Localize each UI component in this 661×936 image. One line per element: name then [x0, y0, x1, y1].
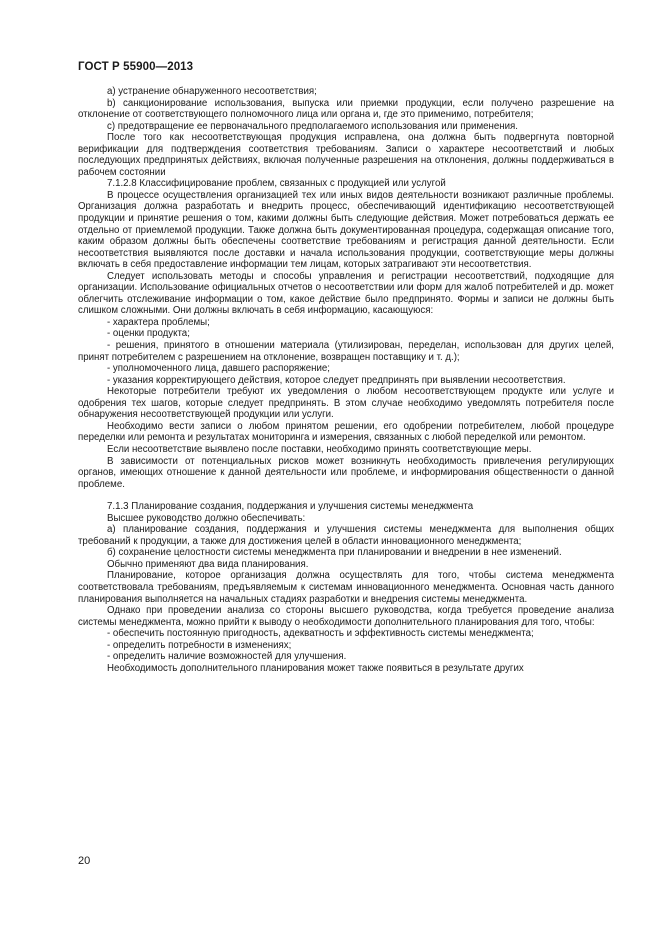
list-item: - оценки продукта; [107, 328, 190, 340]
paragraph: Некоторые потребители требуют их уведомления о любом несоответствующем продукте или услуге и одобрения тех шагов, которые следует предпринять. В этом случае необходимо уведомлять потребителя после обнаружения несоответствующей продукции или услуги. [78, 386, 614, 421]
paragraph: Однако при проведении анализа со стороны высшего руководства, когда требуется проведение анализа системы менеджмента, можно прийти к выводу о необходимости дополнительного планирования для того, чтобы: [78, 605, 614, 628]
list-item: - уполномоченного лица, давшего распоряжение; [107, 363, 330, 375]
page-number: 20 [78, 855, 91, 867]
paragraph: В зависимости от потенциальных рисков может возникнуть необходимость привлечения регулирующих органов, имеющих отношение к данной деятельности или проблеме, и информирования общественности о данной проблеме. [78, 455, 614, 490]
paragraph: Следует использовать методы и способы управления и регистрации несоответствий, подходящие для организации. Использование официальных отчетов о несоответствии или форм для жалоб потребителей и др. может облегчить отслеживание информации о том, какое действие было предпринято. Формы и записи не должны быть слишком сложными. Они должны включать в себя информацию, касающуюся: [78, 270, 614, 317]
list-item-c: c) предотвращение ее первоначального предполагаемого использования или применения. [107, 120, 518, 132]
list-item-a: а) устранение обнаруженного несоответствия; [107, 86, 317, 97]
paragraph: После того как несоответствующая продукция исправлена, она должна быть подвергнута повторной верификации для подтверждения соответствия требованиям. Записи о характере несоответствий и любых последующих предпринятых действиях, включая полученные разрешения на отклонения, должны поддерживаться в рабочем состоянии [78, 132, 614, 178]
paragraph: Необходимость дополнительного планирования может также появиться в результате других [107, 662, 524, 674]
list-item-a: а) планирование создания, поддержания и улучшения системы менеджмента для выполнения общих требований к продукции, а также для достижения целей в области инновационного менеджмента; [78, 524, 614, 547]
list-item-b: b) санкционирование использования, выпуска или приемки продукции, если получено разрешение на отклонение от соответствующего полномочного лица или органа и, где это применимо, потребителя; [78, 97, 614, 121]
paragraph: Если несоответствие выявлено после поставки, необходимо принять соответствующие меры. [107, 443, 532, 455]
list-item: - решения, принятого в отношении материала (утилизирован, переделан, использован для других целей, принят потребителем с разрешением на отклонение, возвращен поставщику и т. д.); [78, 340, 614, 363]
list-item-b: б) сохранение целостности системы менеджмента при планировании и внедрении в нее изменений. [107, 547, 562, 559]
paragraph: Необходимо вести записи о любом принятом решении, его одобрении потребителем, любой процедуре переделки или ремонта и результатах мониторинга и измерения, связанных с любой переделкой или ремонтом. [78, 420, 614, 444]
section-heading-7-1-3: 7.1.3 Планирование создания, поддержания и улучшения системы менеджмента [107, 501, 474, 513]
list-item: - определить наличие возможностей для улучшения. [107, 651, 347, 663]
list-item: - указания корректирующего действия, которое следует предпринять при выявлении несоответствия. [107, 374, 566, 386]
list-item: - характера проблемы; [107, 316, 210, 328]
paragraph: Планирование, которое организация должна осуществлять для того, чтобы система менеджмента соответствовала требованиям, предъявляемым к системам инновационного менеджмента. Основная часть данного планирования выполняется на начальных стадиях разработки и внедрения системы менеджмента. [78, 570, 614, 605]
list-item: - обеспечить постоянную пригодность, адекватность и эффективность системы менеджмента; [107, 628, 534, 640]
paragraph: Высшее руководство должно обеспечивать: [107, 512, 306, 524]
paragraph: В процессе осуществления организацией тех или иных видов деятельности возникают различные проблемы. Организация должна разработать и внедрить процесс, обеспечивающий идентификацию несоответствующей продукции и принятие решения о том, какими должны быть следующие действия. Может потребоваться держать ее отдельно от приемлемой продукции. Также должна быть документированная процедура, содержащая описание того, каким образом должны быть обеспечены соответствие требованиям и регистрация данной деятельности. Если несоответствия выявляются после доставки и начала использования продукции, соответствующие меры должны включать в себя предоставление информации тем лицам, которых затрагивают эти несоответствия. [78, 189, 614, 271]
section-heading-7-1-2-8: 7.1.2.8 Классифицирование проблем, связанных с продукцией или услугой [107, 178, 446, 190]
document-header: ГОСТ Р 55900—2013 [78, 61, 194, 73]
list-item: - определить потребности в изменениях; [107, 639, 292, 651]
document-body [78, 86, 614, 674]
paragraph: Обычно применяют два вида планирования. [107, 558, 309, 570]
